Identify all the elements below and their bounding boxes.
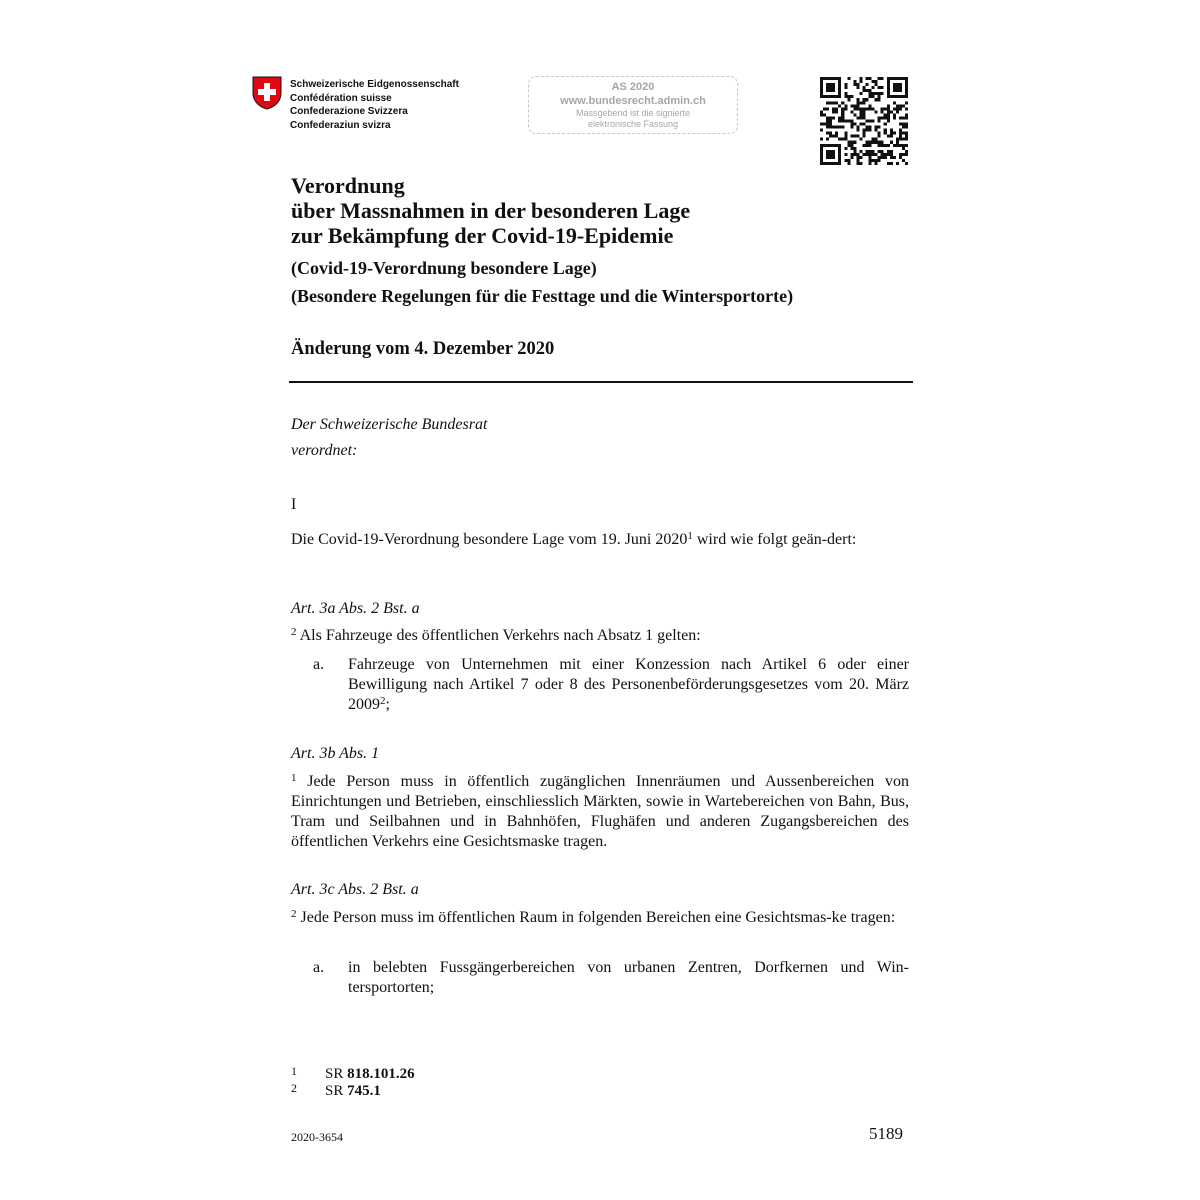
- list-marker: a.: [313, 959, 325, 976]
- article-heading-3c: Art. 3c Abs. 2 Bst. a: [291, 881, 419, 898]
- footnote-reference[interactable]: 818.101.26: [347, 1066, 415, 1082]
- section-numeral: I: [291, 496, 297, 513]
- footnote-reference[interactable]: 745.1: [347, 1083, 381, 1099]
- section-intro-text: Die Covid-19-Verordnung besondere Lage vom 19. Juni 2020: [291, 531, 688, 548]
- article-3a-item-text: Fahrzeuge von Unternehmen mit einer Konzession nach Artikel 6 oder einer Bewilligung nach Artikel 7 oder 8 des Personenbeförderungsgesetzes vom 20. März 2009: [348, 656, 909, 713]
- confederation-name-it: Confederazione Svizzera: [290, 106, 408, 117]
- article-3c-item-text: in belebten Fussgängerbereichen von urbanen Zentren, Dorfkernen und Win-tersportorten;: [348, 959, 909, 996]
- footnote-number: 1: [291, 1064, 297, 1078]
- title-line-2: über Massnahmen in der besonderen Lage: [291, 198, 691, 223]
- paragraph-number: 2: [291, 908, 297, 920]
- article-3a-text: Als Fahrzeuge des öffentlichen Verkehrs nach Absatz 1 gelten:: [296, 627, 701, 644]
- special-rules-subtitle: (Besondere Regelungen für die Festtage und die Wintersportorte): [291, 286, 794, 306]
- section-intro: [291, 530, 909, 550]
- article-3a-paragraph: [291, 626, 909, 646]
- preamble: [291, 412, 909, 464]
- confederation-name-de: Schweizerische Eidgenossenschaft: [290, 79, 459, 90]
- swiss-coat-of-arms-icon: [252, 76, 282, 110]
- document-subtitle: [291, 254, 793, 310]
- document-number: 2020-3654: [291, 1130, 343, 1144]
- footnote-prefix: SR: [325, 1083, 348, 1099]
- amendment-date: Änderung vom 4. Dezember 2020: [291, 339, 555, 359]
- article-3c-text: Jede Person muss im öffentlichen Raum in folgenden Bereichen eine Gesichtsmas-ke tragen:: [296, 909, 896, 926]
- footnote-ref-1[interactable]: 1: [687, 530, 693, 542]
- paragraph-number: 1: [291, 772, 297, 784]
- article-3c-paragraph: [291, 908, 909, 928]
- article-3b-paragraph: [291, 772, 909, 852]
- title-line-1: Verordnung: [291, 173, 405, 198]
- stamp-url: www.bundesrecht.admin.ch: [560, 95, 706, 107]
- official-publication-stamp: [528, 76, 738, 134]
- paragraph-number: 2: [291, 626, 297, 638]
- preamble-authority: Der Schweizerische Bundesrat: [291, 416, 488, 433]
- article-heading-3b: Art. 3b Abs. 1: [291, 745, 380, 762]
- item-terminator: ;: [385, 696, 390, 713]
- confederation-name-fr: Confédération suisse: [290, 92, 392, 104]
- footnote-ref-2[interactable]: 2: [380, 695, 386, 707]
- short-title: (Covid-19-Verordnung besondere Lage): [291, 258, 597, 278]
- footnote-prefix: SR: [325, 1066, 348, 1082]
- qr-code-icon: [820, 77, 908, 165]
- article-heading-3a: Art. 3a Abs. 2 Bst. a: [291, 600, 420, 617]
- preamble-verb: verordnet:: [291, 442, 358, 459]
- title-divider: [289, 381, 913, 383]
- stamp-note-2: elektronische Fassung: [587, 119, 679, 129]
- footnote-2: [291, 1080, 381, 1099]
- stamp-note-1: Massgebend ist die signierte: [575, 108, 691, 118]
- document-title: [291, 173, 690, 248]
- article-3b-text: Jede Person muss in öffentlich zugänglichen Innenräumen und Aussenbereichen von Einrichtungen und Betrieben, einschliesslich Märkten, sowie in Wartebereichen von Bahn, Bus, Tram und Seilbahnen und in Bahnhöfen, Flughäfen und anderen Zugangsbereichen des öffentlichen Verkehrs eine Gesichtsmaske tragen.: [291, 773, 909, 850]
- list-marker: a.: [313, 656, 325, 673]
- confederation-name-rm: Confederaziun svizra: [290, 119, 391, 131]
- article-3a-item-a: [291, 655, 909, 715]
- footnote-number: 2: [291, 1081, 297, 1095]
- stamp-collection: AS 2020: [611, 81, 655, 93]
- section-intro-text-end: wird wie folgt geän-dert:: [692, 531, 857, 548]
- title-line-3: zur Bekämpfung der Covid-19-Epidemie: [291, 223, 674, 248]
- confederation-names: [290, 78, 459, 132]
- page-number: 5189: [869, 1124, 903, 1143]
- article-3c-item-a: [291, 958, 909, 998]
